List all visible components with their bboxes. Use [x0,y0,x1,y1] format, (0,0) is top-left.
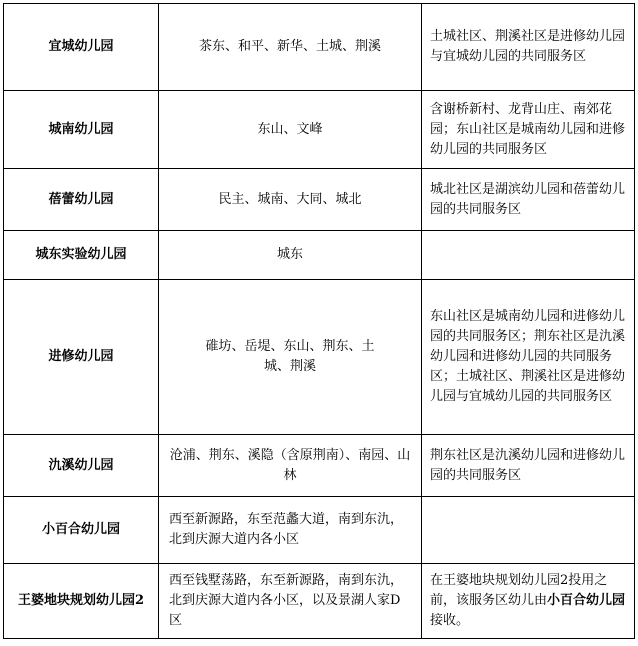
service-note: 土城社区、荆溪社区是进修幼儿园与宜城幼儿园的共同服务区 [422,4,635,91]
service-note: 东山社区是城南幼儿园和进修幼儿园的共同服务区；荆东社区是氿溪幼儿园和进修幼儿园的共同服务区；土城社区、荆溪社区是进修幼儿园与宜城幼儿园的共同服务区 [422,280,635,435]
table-row [4,169,635,231]
service-note [422,231,635,280]
kindergarten-name: 宜城幼儿园 [4,4,159,91]
service-note: 城北社区是湖滨幼儿园和蓓蕾幼儿园的共同服务区 [422,169,635,231]
service-area: 茶东、和平、新华、土城、荆溪 [159,4,422,91]
note-highlight: 小百合幼儿园 [547,593,626,608]
kindergarten-name: 城南幼儿园 [4,91,159,169]
kindergarten-name: 小百合幼儿园 [4,497,159,564]
service-area: 碓坊、岳堤、东山、荆东、土城、荆溪 [159,280,422,435]
table-row [4,91,635,169]
table-row [4,231,635,280]
service-area: 民主、城南、大同、城北 [159,169,422,231]
table-row [4,4,635,91]
service-note [422,497,635,564]
service-area: 沧浦、荆东、溪隐（含原荆南）、南园、山林 [159,435,422,497]
service-note: 含谢桥新村、龙背山庄、南郊花园；东山社区是城南幼儿园和进修幼儿园的共同服务区 [422,91,635,169]
table-row [4,497,635,564]
service-area: 城东 [159,231,422,280]
kindergarten-name: 进修幼儿园 [4,280,159,435]
kindergarten-name: 氿溪幼儿园 [4,435,159,497]
service-area: 西至钱墅荡路，东至新源路，南到东氿，北到庆源大道内各小区，以及景湖人家D区 [159,564,422,639]
service-area: 东山、文峰 [159,91,422,169]
table-row [4,564,635,639]
service-note [422,564,635,639]
service-note: 荆东社区是氿溪幼儿园和进修幼儿园的共同服务区 [422,435,635,497]
service-area: 西至新源路，东至范蠡大道，南到东氿，北到庆源大道内各小区 [159,497,422,564]
kindergarten-name: 城东实验幼儿园 [4,231,159,280]
table-row [4,435,635,497]
kindergarten-name: 蓓蕾幼儿园 [4,169,159,231]
kindergarten-name: 王婆地块规划幼儿园2 [4,564,159,639]
note-text: 接收。 [430,613,470,628]
note-text: 在王婆地块规划幼儿园2投用之前，该服务区幼儿由 [430,573,608,608]
kindergarten-service-area-table [3,3,635,639]
table-row [4,280,635,435]
